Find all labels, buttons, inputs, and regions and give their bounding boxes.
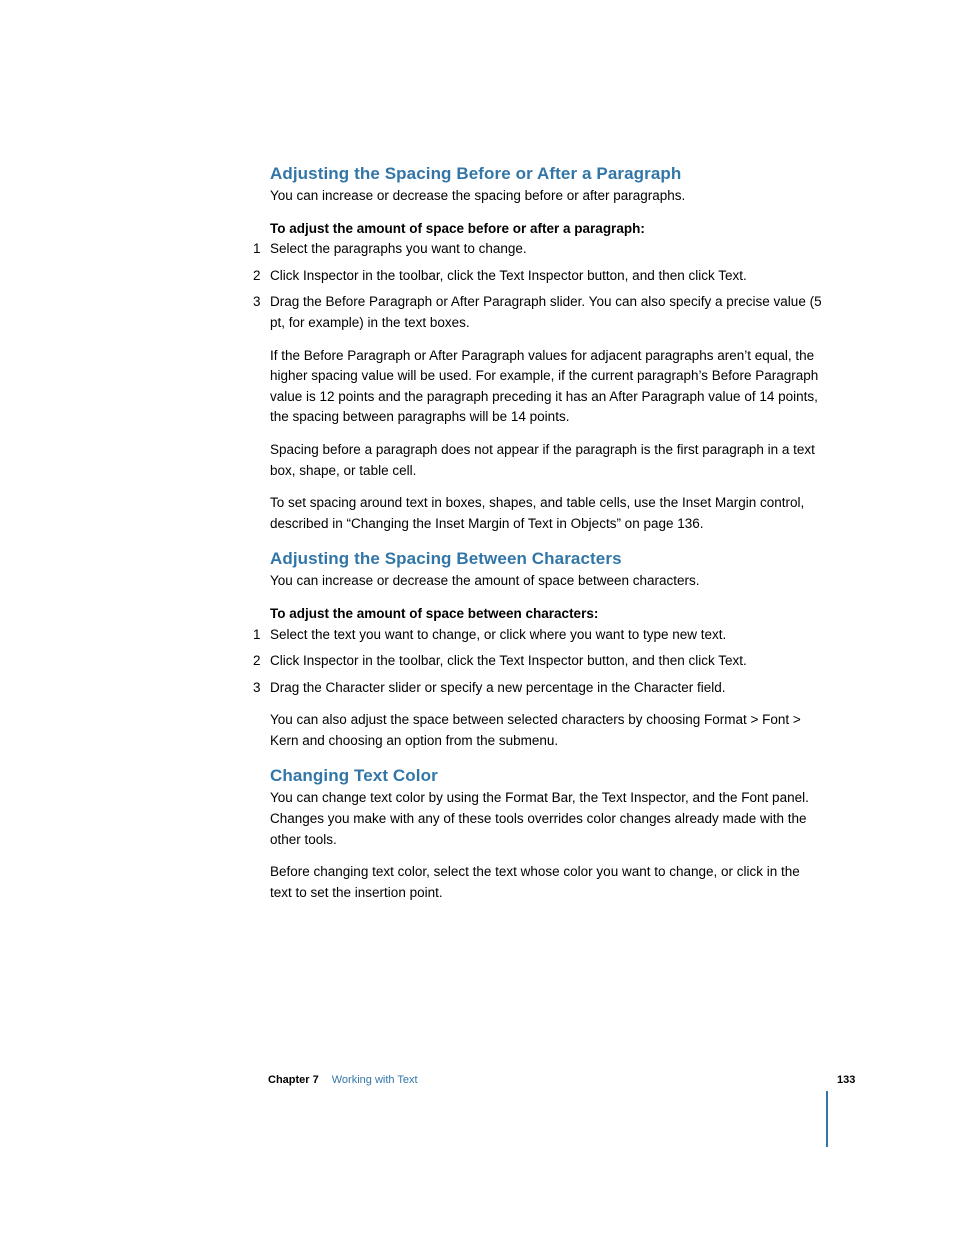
chapter-label: Chapter 7 <box>268 1074 319 1086</box>
step-text: Click Inspector in the toolbar, click the Text Inspector button, and then click Text. <box>270 267 747 283</box>
section-intro: You can increase or decrease the amount of space between characters. <box>270 573 700 589</box>
step-text: Drag the Character slider or specify a new percentage in the Character field. <box>270 679 726 695</box>
step-number: 2 <box>253 267 261 283</box>
step-item <box>253 266 823 287</box>
section-intro: You can increase or decrease the spacing before or after paragraphs. <box>270 188 686 203</box>
section-heading: Adjusting the Spacing Between Characters <box>270 549 622 569</box>
step-number: 2 <box>253 653 261 669</box>
section-heading: Changing Text Color <box>270 766 438 786</box>
step-number: 3 <box>253 679 261 695</box>
section-spacing-before-after-paragraph <box>253 162 823 534</box>
page-content <box>253 162 823 903</box>
page-number-rule <box>826 1091 828 1147</box>
section-changing-text-color <box>270 764 823 903</box>
body-paragraph: You can also adjust the space between selected characters by choosing Format > Font > Kern and choosing an option from the submenu. <box>270 712 801 748</box>
step-item <box>253 678 823 699</box>
body-paragraph-cross-reference: To set spacing around text in boxes, shapes, and table cells, use the Inset Margin control, described in “Changing the Inset Margin of Text in Objects” on page 136. <box>270 495 805 531</box>
step-number: 1 <box>253 626 261 642</box>
steps-list <box>253 625 823 699</box>
body-paragraph: If the Before Paragraph or After Paragraph values for adjacent paragraphs aren’t equal, the higher spacing value will be used. For example, if the current paragraph’s Before Paragraph value is 12 points and the paragraph preceding it has an After Paragraph value of 14 points, the spacing between paragraphs will be 14 points. <box>270 347 819 425</box>
step-item <box>253 292 823 333</box>
body-paragraph: Spacing before a paragraph does not appear if the paragraph is the first paragraph in a text box, shape, or table cell. <box>270 441 815 478</box>
step-text: Select the paragraphs you want to change. <box>270 241 527 257</box>
step-text: Drag the Before Paragraph or After Paragraph slider. You can also specify a precise value (5 pt, for example) in the text boxes. <box>270 294 822 330</box>
task-heading: To adjust the amount of space between characters: <box>270 605 599 621</box>
step-number: 1 <box>253 241 261 257</box>
section-heading: Adjusting the Spacing Before or After a Paragraph <box>270 164 682 183</box>
section-spacing-between-characters <box>253 547 823 751</box>
step-text: Click Inspector in the toolbar, click the Text Inspector button, and then click Text. <box>270 653 747 669</box>
step-item <box>253 625 823 646</box>
step-text: Select the text you want to change, or click where you want to type new text. <box>270 626 727 642</box>
page-number: 133 <box>837 1074 856 1086</box>
footer-chapter-info <box>268 1073 418 1087</box>
step-number: 3 <box>253 294 261 310</box>
step-item <box>253 651 823 672</box>
steps-list <box>253 239 823 333</box>
step-item <box>253 239 823 260</box>
task-heading: To adjust the amount of space before or after a paragraph: <box>270 220 645 236</box>
section-intro: You can change text color by using the Format Bar, the Text Inspector, and the Font panel. Changes you make with any of these tools overrides color changes already made with the other tools. <box>270 790 809 847</box>
chapter-title-link[interactable]: Working with Text <box>331 1074 418 1086</box>
body-paragraph: Before changing text color, select the text whose color you want to change, or click in the text to set the insertion point. <box>270 864 800 900</box>
